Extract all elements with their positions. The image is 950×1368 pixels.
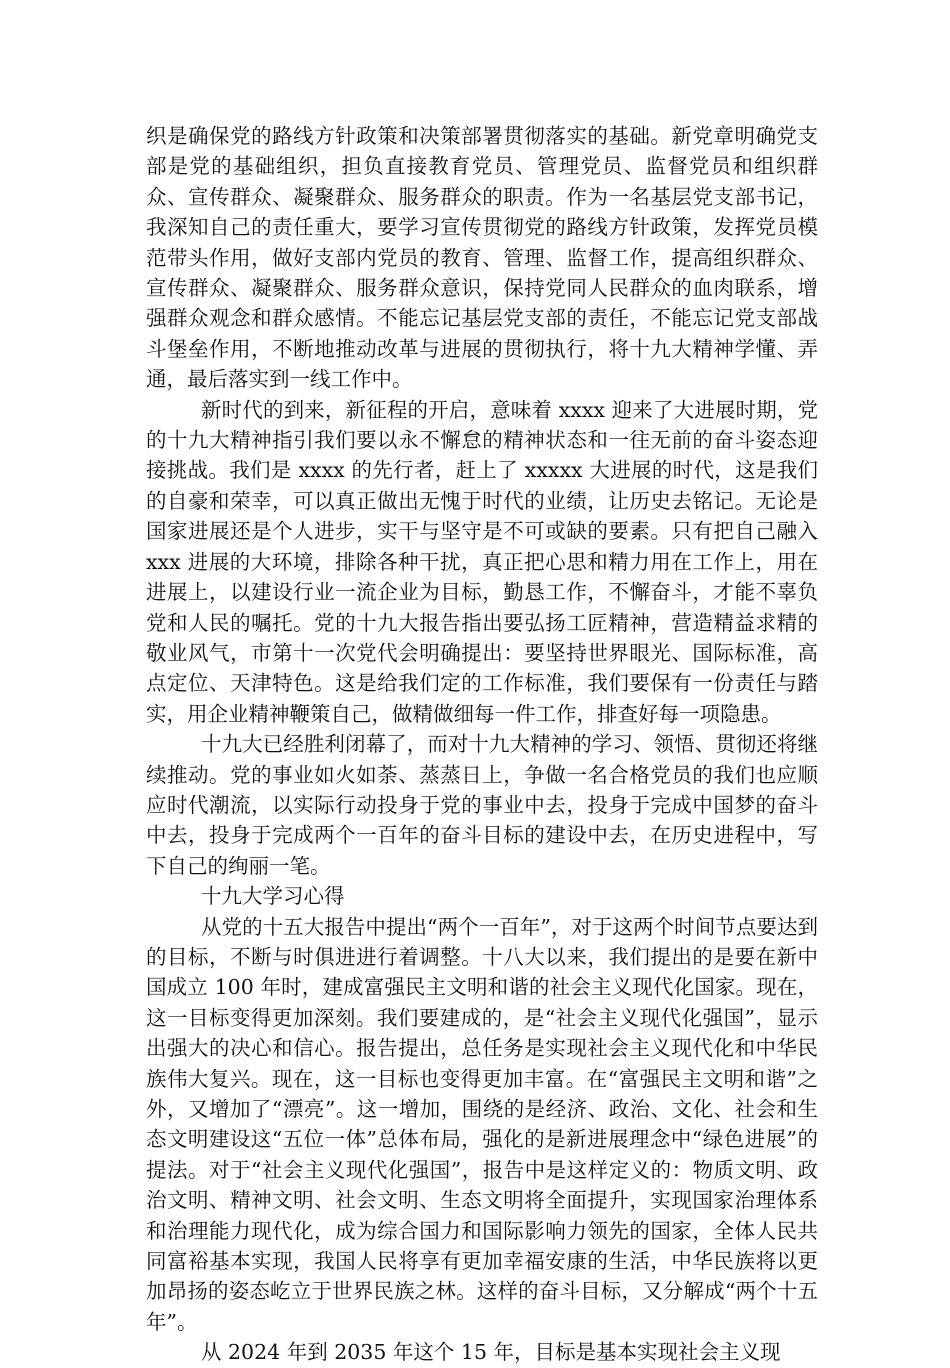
paragraph-continuation: 织是确保党的路线方针政策和决策部署贯彻落实的基础。新党章明确党支部是党的基础组织，担负直接教育党员、管理党员、监督党员和组织群众、宣传群众、凝聚群众、服务群众的职责。作为一名基层党支部书记，我深知自己的责任重大，要学习宣传贯彻党的路线方针政策，发挥党员模范带头作用，做好支部内党员的教育、管理、监督工作，提高组织群众、宣传群众、凝聚群众、服务群众意识，保持党同人民群众的血肉联系，增强群众观念和群众感情。不能忘记基层党支部的责任，不能忘记党支部战斗堡垒作用，不断地推动改革与进展的贯彻执行，将十九大精神学懂、弄通，最后落实到一线工作中。 [146, 124, 818, 392]
paragraph-two-centenary-goals: 从党的十五大报告中提出“两个一百年”，对于这两个时间节点要达到的目标，不断与时俱进进行着调整。十八大以来，我们提出的是要在新中国成立 100 年时，建成富强民主文明和谐的社会主义现代化国家。现在，这一目标变得更加深刻。我们要建成的，是“社会主义现代化强国”，显示出强大的决心和信心。报告提出，总任务是实现社会主义现代化和中华民族伟大复兴。现在，这一目标也变得更加丰富。在“富强民主文明和谐”之外，又增加了“漂亮”。这一增加，围绕的是经济、政治、文化、社会和生态文明建设这“五位一体”总体布局，强化的是新进展理念中“绿色进展”的提法。对于“社会主义现代化强国”，报告中是这样定义的：物质文明、政治文明、精神文明、社会文明、生态文明将全面提升，实现国家治理体系和治理能力现代化，成为综合国力和国际影响力领先的国家，全体人民共同富裕基本实现，我国人民将享有更加幸福安康的生活，中华民族将以更加昂扬的姿态屹立于世界民族之林。这样的奋斗目标，又分解成“两个十五年”。 [146, 914, 818, 1334]
paragraph-2035-goal: 从 2024 年到 2035 年这个 15 年，目标是基本实现社会主义现 [201, 1340, 781, 1365]
paragraph-new-era: 新时代的到来，新征程的开启，意味着 xxxx 迎来了大进展时期，党的十九大精神指引我们要以永不懈怠的精神状态和一往无前的奋斗姿态迎接挑战。我们是 xxxx 的先行者，赶上了 xxxxx 大进展的时代，这是我们的自豪和荣幸，可以真正做出无愧于时代的业绩，让历史去铭记。无论是国家进展还是个人进步，实干与坚守是不可或缺的要素。只有把自己融入 xxx 进展的大环境，排除各种干扰，真正把心思和精力用在工作上，用在进展上，以建设行业一流企业为目标，勤恳工作，不懈奋斗，才能不辜负党和人民的嘱托。党的十九大报告指出要弘扬工匠精神，营造精益求精的敬业风气，市第十一次党代会明确提出：要坚持世界眼光、国际标准，高点定位、天津特色。这是给我们定的工作标准，我们要保有一份责任与踏实，用企业精神鞭策自己，做精做细每一件工作，排查好每一项隐患。 [146, 397, 818, 726]
paragraph-congress-closing: 十九大已经胜利闭幕了，而对十九大精神的学习、领悟、贯彻还将继续推动。党的事业如火如荼、蒸蒸日上，争做一名合格党员的我们也应顺应时代潮流，以实际行动投身于党的事业中去，投身于完成中国梦的奋斗中去，投身于完成两个一百年的奋斗目标的建设中去，在历史进程中，写下自己的绚丽一笔。 [146, 732, 818, 878]
section-heading: 十九大学习心得 [201, 884, 345, 909]
document-body [146, 121, 818, 1368]
